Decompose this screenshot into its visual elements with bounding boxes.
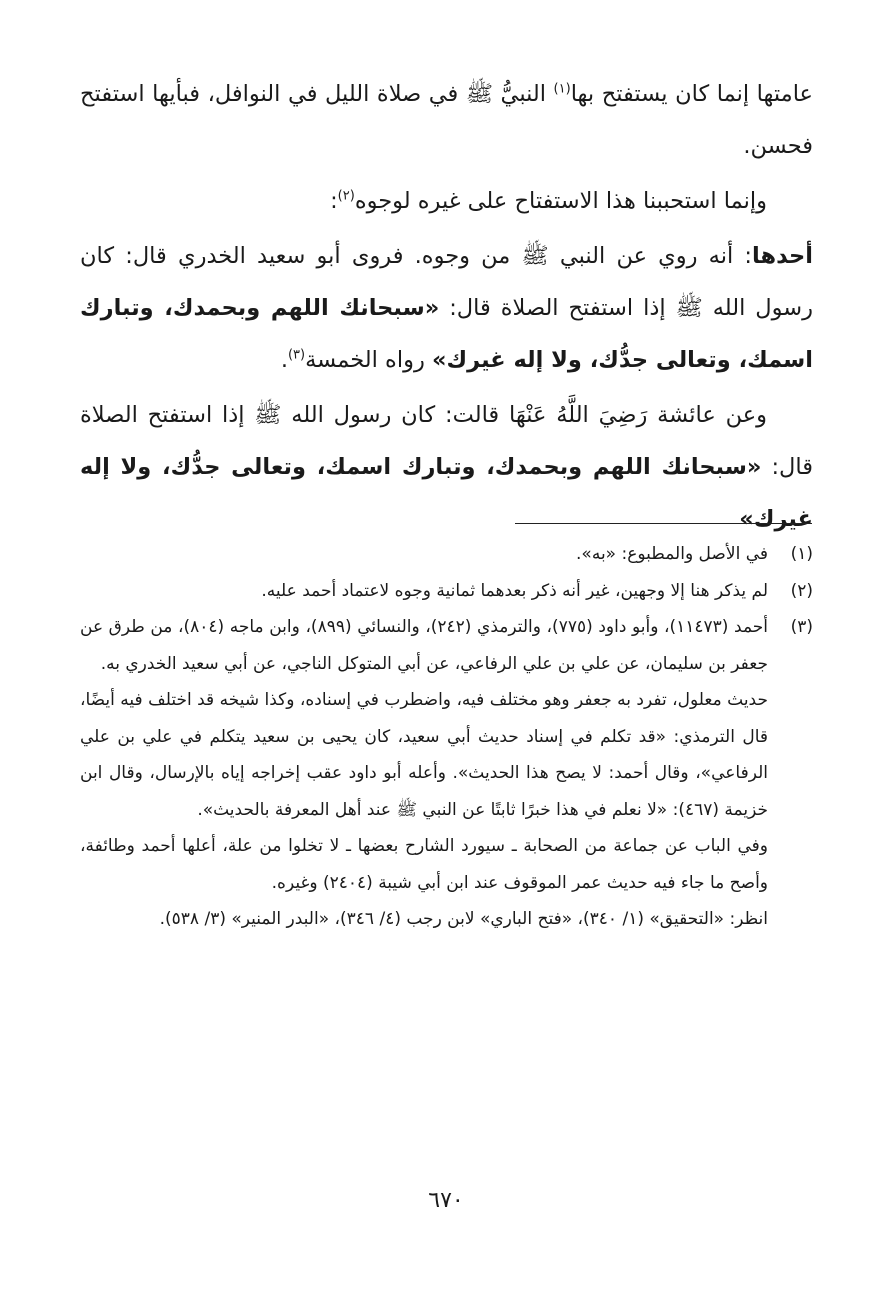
paragraph-3-heading: أحدها xyxy=(752,243,813,269)
page-number: ٦٧٠ xyxy=(428,1188,464,1213)
footnote-text: لم يذكر هنا إلا وجهين، غير أنه ذكر بعدهما ثمانية وجوه لاعتماد أحمد عليه. xyxy=(261,580,768,601)
footnote-number: (٣) xyxy=(790,617,813,637)
footnote-body xyxy=(80,573,768,610)
footnote-text: حديث معلول، تفرد به جعفر وهو مختلف فيه، واضطرب في إسناده، وكذا شيخه قد اختلف فيه أيضًا، قال الترمذي: «قد تكلم في إسناد حديث أبي سعيد، كان يحيى بن سعيد يتكلم في علي بن علي الرفاعي»، وقال أحمد: لا يصح هذا الحديث». وأعله أبو داود عقب إخراجه إياه بالإرسال، وقال ابن خزيمة (٤٦٧): «لا نعلم في هذا خبرًا ثابتًا عن النبي ﷺ عند أهل المعرفة بالحديث». xyxy=(80,690,768,820)
footnote-separator xyxy=(515,523,812,524)
hadith-quote-1: «سبحانك اللهم وبحمدك، وتبارك اسمك، وتعالى جدُّك، ولا إله غيرك» xyxy=(80,295,813,373)
footnote-2 xyxy=(80,573,813,610)
footnote-ref-1[interactable]: (١) xyxy=(553,81,571,97)
footnote-text: وفي الباب عن جماعة من الصحابة ـ سيورد الشارح بعضها ـ لا تخلوا من علة، أعلها أحمد وطائفة، وأصح ما جاء فيه حديث عمر الموقوف عند ابن أبي شيبة (٢٤٠٤) وغيره. xyxy=(80,836,768,893)
footnote-text: انظر: «التحقيق» (١/ ٣٤٠)، «فتح الباري» لابن رجب (٤/ ٣٤٦)، «البدر المنير» (٣/ ٥٣٨). xyxy=(159,909,768,929)
footnote-number: (١) xyxy=(790,544,813,564)
footnote-3 xyxy=(80,609,813,938)
hadith-quote-2: «سبحانك اللهم وبحمدك، وتبارك اسمك، وتعالى جدُّك، ولا إله غيرك» xyxy=(80,454,813,532)
footnote-ref-2[interactable]: (٢) xyxy=(337,188,355,204)
paragraph-2-colon: : xyxy=(330,188,338,214)
footnote-1 xyxy=(80,536,813,573)
footnote-number: (٢) xyxy=(790,580,813,601)
paragraph-1-text-a: عامتها إنما كان يستفتح بها xyxy=(570,81,813,107)
paragraph-1 xyxy=(80,68,813,172)
paragraph-2 xyxy=(80,175,813,227)
paragraph-3-text-b: رواه الخمسة xyxy=(305,347,432,373)
footnote-body xyxy=(80,536,768,573)
paragraph-3-text-a: : أنه روي عن النبي ﷺ من وجوه. فروى أبو سعيد الخدري قال: كان رسول الله ﷺ إذا استفتح الصلاة قال: xyxy=(80,243,813,321)
footnote-text: أحمد (١١٤٧٣)، وأبو داود (٧٧٥)، والترمذي (٢٤٢)، والنسائي (٨٩٩)، وابن ماجه (٨٠٤)، من طرق عن جعفر بن سليمان، عن علي بن علي الرفاعي، عن أبي المتوكل الناجي، عن أبي سعيد الخدري به. xyxy=(80,617,768,674)
paragraph-2-text: وإنما استحببنا هذا الاستفتاح على غيره لوجوه xyxy=(354,188,767,214)
footnote-text: في الأصل والمطبوع: «به». xyxy=(576,544,768,564)
paragraph-3-end: . xyxy=(280,347,288,373)
paragraph-1-text-b: النبيُّ ﷺ في صلاة الليل في النوافل، فبأيها استفتح فحسن. xyxy=(80,81,813,159)
paragraph-4-text: وعن عائشة رَضِيَ اللَّهُ عَنْهَا قالت: كان رسول الله ﷺ إذا استفتح الصلاة قال: xyxy=(80,402,813,480)
main-text xyxy=(80,68,813,545)
footnote-body xyxy=(80,609,768,938)
footnote-ref-3[interactable]: (٣) xyxy=(287,347,306,363)
paragraph-4 xyxy=(80,389,813,545)
paragraph-3 xyxy=(80,230,813,386)
footnotes xyxy=(80,536,813,938)
